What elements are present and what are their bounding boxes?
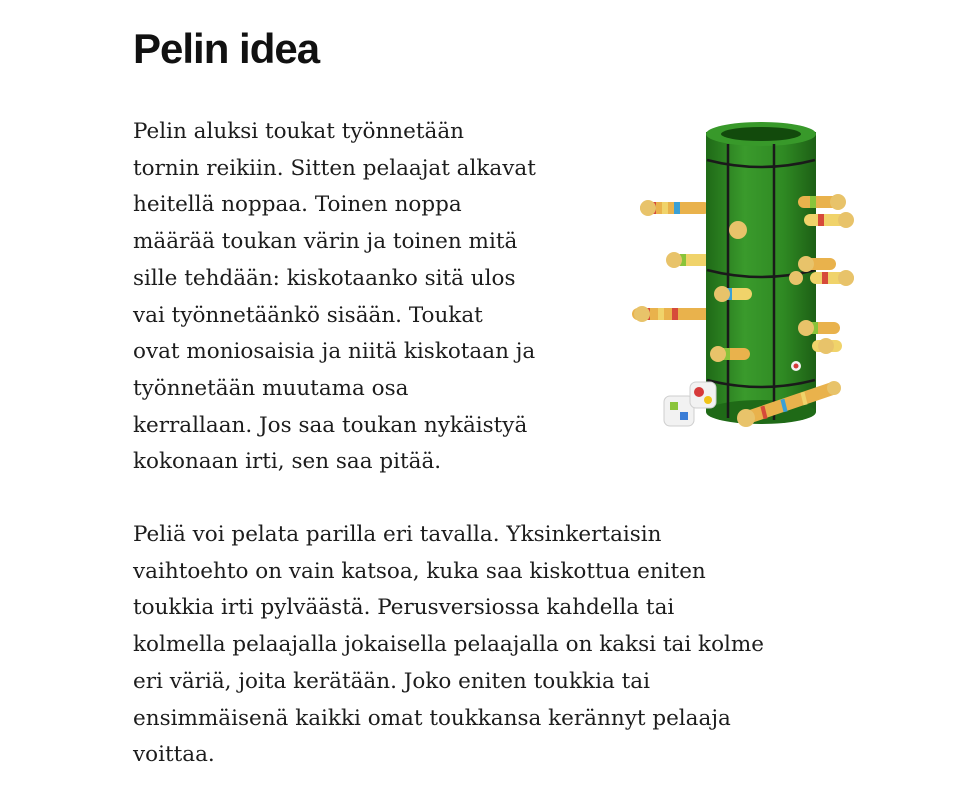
paragraph-line: työnnetään muutama osa — [133, 375, 409, 401]
paragraph-line: Peliä voi pelata parilla eri tavalla. Yksinkertaisin — [133, 522, 662, 547]
worm — [812, 338, 842, 354]
worm — [798, 320, 840, 336]
paragraph-line: tornin reikiin. Sitten pelaajat alkavat — [133, 155, 536, 181]
worm — [798, 256, 836, 272]
paragraph-line: eri väriä, joita kerätään. Joko eniten toukkia tai — [133, 668, 650, 694]
paragraph-line: kerrallaan. Jos saa toukan nykäistyä — [133, 412, 528, 438]
paragraph-rules — [133, 517, 833, 774]
paragraph-line: kokonaan irti, sen saa pitää. — [133, 449, 442, 475]
paragraph-line: voittaa. — [133, 742, 215, 768]
paragraph-line: määrää toukan värin ja toinen mitä — [133, 229, 518, 255]
die — [690, 382, 716, 408]
worm — [798, 194, 846, 210]
paragraph-line: Pelin aluksi toukat työnnetään — [133, 119, 464, 144]
worm — [666, 252, 712, 268]
paragraph-line: heitellä noppaa. Toinen noppa — [133, 192, 462, 218]
paragraph-line: vaihtoehto on vain katsoa, kuka saa kiskottua eniten — [133, 558, 706, 584]
paragraph-line: vai työnnetäänkö sisään. Toukat — [133, 302, 483, 328]
worm — [804, 212, 854, 228]
worm — [640, 200, 710, 216]
page-title: Pelin idea — [133, 25, 320, 72]
worm — [632, 306, 712, 322]
paragraph-line: sille tehdään: kiskotaanko sitä ulos — [133, 265, 516, 291]
paragraph-intro — [133, 114, 583, 481]
paragraph-line: ovat moniosaisia ja niitä kiskotaan ja — [133, 339, 536, 365]
paragraph-line: toukkia irti pylväästä. Perusversiossa kahdella tai — [133, 595, 675, 621]
paragraph-line: kolmella pelaajalla jokaisella pelaajalla on kaksi tai kolme — [133, 632, 765, 658]
game-tower-image — [628, 118, 860, 436]
worm — [810, 270, 854, 286]
paragraph-line: ensimmäisenä kaikki omat toukkansa kerännyt pelaaja — [133, 705, 731, 731]
